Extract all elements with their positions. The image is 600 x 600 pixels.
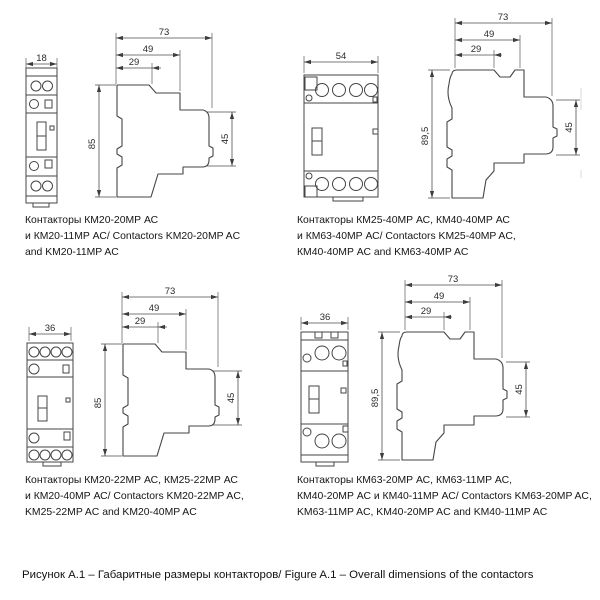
panel-1-front-height-label: 45 <box>220 133 231 145</box>
panel-1-body-height-label: 85 <box>87 138 98 150</box>
panel-1-caption-line: and KM20-11MP AC <box>25 247 119 258</box>
panel-4-side-view <box>370 274 530 460</box>
panel-1-drawing <box>0 0 290 215</box>
panel-3-caption-line: и КМ20-40МР АС/ Contactors KM20-22MP AC, <box>25 491 244 502</box>
panel-2-drawing <box>290 0 600 215</box>
panel-4-caption-line: KM63-11MP AC, KM40-20MP AC and KM40-11MP AC <box>297 507 548 518</box>
panel-2-front-view <box>304 51 378 201</box>
figure-caption: Рисунок А.1 – Габаритные размеры контакторов/ Figure A.1 – Overall dimensions of the contactors <box>22 569 534 581</box>
panel-1-total-depth-label: 73 <box>158 27 170 38</box>
panel-4-caption-line: Контакторы КМ63-20МР АС, КМ63-11МР АС, <box>297 475 513 486</box>
panel-1-front-view <box>26 53 57 207</box>
panel-3-front-width-label: 36 <box>44 323 56 334</box>
panel-2-caption-line: КМ40-40МР АС and KM63-40MP AC <box>297 247 469 258</box>
panel-1-caption-line: Контакторы КМ20-20МР АС <box>25 215 159 226</box>
panel-1-caption-line: и КМ20-11МР АС/ Contactors KM20-20MP AC <box>25 231 241 242</box>
panel-4-caption <box>297 473 592 521</box>
panel-2-caption-line: Контакторы КМ25-40МР АС, КМ40-40МР АС <box>297 215 510 226</box>
panel-1-top-depth-label: 29 <box>128 57 140 68</box>
panel-1-caption <box>25 213 240 261</box>
panel-3-side-view <box>93 286 242 456</box>
panel-3-front-view <box>27 323 73 466</box>
panel-2-caption <box>297 213 516 261</box>
panel-1-front-width-label: 18 <box>36 53 47 64</box>
panel-2-front-height-label: 45 <box>564 122 575 133</box>
panel-3-caption <box>25 473 244 521</box>
scan-artifact <box>580 88 582 110</box>
scan-artifact <box>580 170 582 178</box>
panel-4-caption-line: КМ40-20МР АС и КМ40-11МР АС/ Contactors KM63-20MP AC, <box>297 491 592 502</box>
panel-2-total-depth-label: 73 <box>497 12 509 23</box>
panel-3-caption-line: Контакторы КМ20-22МР АС, КМ25-22МР АС <box>25 475 238 486</box>
panel-4-drawing <box>290 280 600 470</box>
panel-2-body-height-label: 89,5 <box>420 126 431 146</box>
panel-1-side-view <box>87 27 236 197</box>
panel-4-front-width-label: 36 <box>319 312 331 323</box>
panel-2-side-view <box>420 12 580 198</box>
panel-2-top-depth-label: 29 <box>470 44 482 55</box>
panel-2-caption-line: и КМ63-40МР АС/ Contactors KM25-40MP AC, <box>297 231 516 242</box>
panel-3-drawing <box>0 280 290 470</box>
panel-1-mid-depth-label: 49 <box>142 44 154 55</box>
panel-3-caption-line: KM25-22MP AC and KM20-40MP AC <box>25 507 197 518</box>
panel-2-front-width-label: 54 <box>335 51 347 62</box>
panel-4-front-view <box>301 312 348 466</box>
panel-2-mid-depth-label: 49 <box>483 29 495 40</box>
